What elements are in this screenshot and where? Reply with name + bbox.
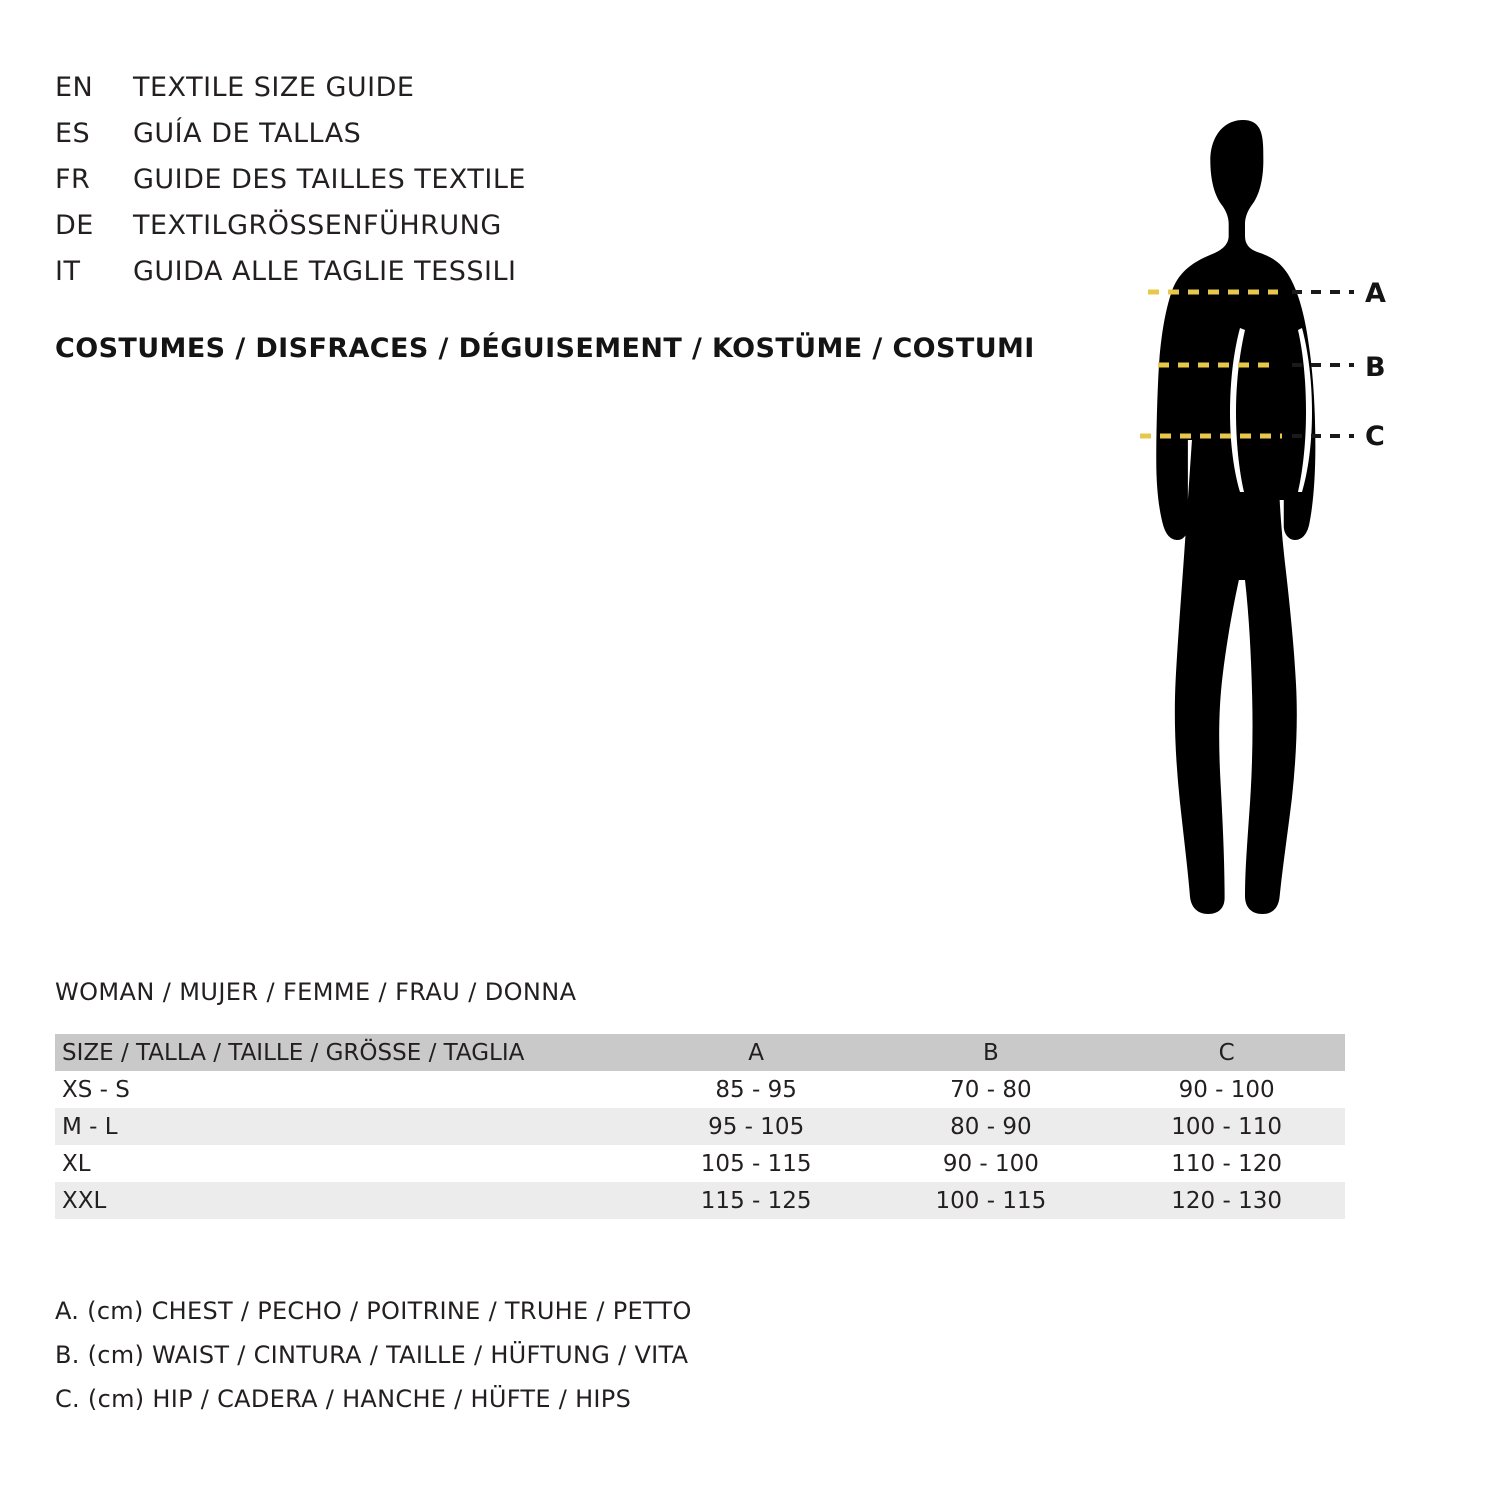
language-row-en <box>55 72 1015 118</box>
measure-label-c: C <box>1365 421 1385 452</box>
legend-hip: C. (cm) HIP / CADERA / HANCHE / HÜFTE / HIPS <box>55 1385 632 1413</box>
size-table <box>55 1034 1345 1219</box>
language-row-fr <box>55 164 1015 210</box>
header-a: A <box>748 1039 765 1066</box>
size-table-head <box>55 1034 1345 1071</box>
language-list <box>55 72 1015 302</box>
cell-waist: 70 - 80 <box>950 1076 1032 1103</box>
cell-chest: 115 - 125 <box>700 1187 812 1214</box>
table-caption-woman: WOMAN / MUJER / FEMME / FRAU / DONNA <box>55 978 577 1006</box>
size-table-body <box>55 1071 1345 1219</box>
cell-size: M - L <box>62 1113 118 1140</box>
language-code-it: IT <box>55 256 81 287</box>
legend-chest: A. (cm) CHEST / PECHO / POITRINE / TRUHE / PETTO <box>55 1297 692 1325</box>
language-code-de: DE <box>55 210 94 241</box>
language-row-es <box>55 118 1015 164</box>
language-text-es: GUÍA DE TALLAS <box>133 118 362 149</box>
cell-hip: 110 - 120 <box>1171 1150 1282 1177</box>
cell-waist: 100 - 115 <box>935 1187 1047 1214</box>
language-code-fr: FR <box>55 164 91 195</box>
cell-hip: 120 - 130 <box>1171 1187 1282 1214</box>
cell-hip: 100 - 110 <box>1171 1113 1282 1140</box>
language-row-it <box>55 256 1015 302</box>
cell-size: XS - S <box>62 1076 130 1103</box>
language-text-de: TEXTILGRÖSSENFÜHRUNG <box>133 210 502 241</box>
measure-label-a: A <box>1365 278 1386 309</box>
language-code-es: ES <box>55 118 91 149</box>
legend-waist: B. (cm) WAIST / CINTURA / TAILLE / HÜFTUNG / VITA <box>55 1341 689 1369</box>
language-text-en: TEXTILE SIZE GUIDE <box>133 72 415 103</box>
costumes-subtitle: COSTUMES / DISFRACES / DÉGUISEMENT / KOSTÜME / COSTUMI <box>55 333 1035 364</box>
table-row <box>55 1108 1345 1145</box>
table-row <box>55 1071 1345 1108</box>
female-silhouette-figure <box>1020 60 1440 940</box>
silhouette-svg <box>1020 60 1440 940</box>
table-row <box>55 1182 1345 1219</box>
body-silhouette-shape <box>1156 120 1315 914</box>
cell-size: XL <box>62 1150 91 1177</box>
measurement-legend <box>55 1297 692 1429</box>
language-text-fr: GUIDE DES TAILLES TEXTILE <box>133 164 526 195</box>
cell-hip: 90 - 100 <box>1178 1076 1275 1103</box>
language-code-en: EN <box>55 72 94 103</box>
header-c: C <box>1218 1039 1235 1066</box>
cell-size: XXL <box>62 1187 107 1214</box>
cell-waist: 80 - 90 <box>950 1113 1032 1140</box>
table-row <box>55 1145 1345 1182</box>
cell-chest: 105 - 115 <box>700 1150 812 1177</box>
cell-chest: 95 - 105 <box>708 1113 805 1140</box>
measure-label-b: B <box>1365 352 1386 383</box>
cell-waist: 90 - 100 <box>942 1150 1039 1177</box>
header-b: B <box>983 1039 999 1066</box>
table-header-row <box>55 1034 1345 1071</box>
header-size: SIZE / TALLA / TAILLE / GRÖSSE / TAGLIA <box>62 1039 525 1066</box>
language-text-it: GUIDA ALLE TAGLIE TESSILI <box>133 256 517 287</box>
language-row-de <box>55 210 1015 256</box>
cell-chest: 85 - 95 <box>715 1076 797 1103</box>
